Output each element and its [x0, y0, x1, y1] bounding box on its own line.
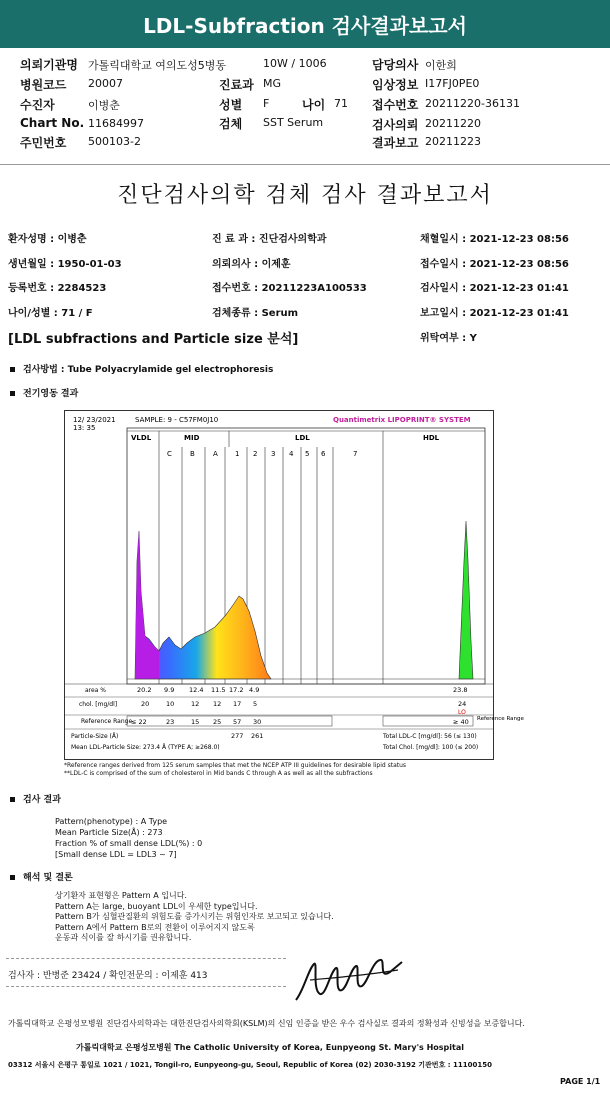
chart-no-label: Chart No.: [20, 116, 85, 130]
chol-b: 12: [191, 700, 200, 708]
band-c: C: [167, 450, 172, 458]
electro-text: 전기영동 결과: [23, 389, 79, 399]
hospital-code-label: 병원코드: [20, 78, 67, 92]
bullet-icon: [10, 875, 15, 880]
patient-value: 이병춘: [88, 99, 120, 112]
institution-value: 가톨릭대학교 여의도성5병동: [88, 59, 227, 72]
interpretation-list: [55, 891, 334, 944]
bullet-icon: [10, 391, 15, 396]
band-3: 3: [271, 450, 276, 458]
group-ldl: LDL: [295, 434, 310, 442]
section-title: [LDL subfractions and Particle size 분석]: [8, 332, 299, 347]
result-line: Mean Particle Size(Å) : 273: [55, 828, 163, 837]
patient-dept: 진 료 과 : 진단검사의학과: [212, 234, 327, 245]
specimen-type: 검체종류 : Serum: [212, 308, 299, 319]
sex-value: F: [263, 97, 270, 110]
doctor-label: 담당의사: [372, 58, 419, 72]
interpretation-line: 상기환자 표현형은 Pattern A 입니다.: [55, 891, 187, 900]
total-ldl-label: Total LDL-C [mg/dl]: 56 (≤ 130): [383, 733, 477, 740]
result-line: Pattern(phenotype) : A Type: [55, 817, 168, 826]
area-b: 12.4: [189, 686, 204, 694]
interpretation-line: 운동과 식이를 잘 하시기를 권유합니다.: [55, 933, 192, 942]
clinical-value: I17FJ0PE0: [425, 77, 480, 90]
ref-label-right: Reference Range: [477, 716, 524, 722]
area-2: 4.9: [249, 686, 260, 694]
area-a: 11.5: [211, 686, 226, 694]
age-sex: 나이/성별 : 71 / F: [8, 308, 93, 319]
interpretation-line: Pattern A에서 Pattern B로의 전환이 이루어지지 않도록: [55, 922, 255, 932]
chol-hdl: 24: [458, 700, 467, 708]
footer-cert: 가톨릭대학교 은평성모병원 진단검사의학과는 대한진단검사의학회(KSLM)의 신임 인증을 받은 우수 검사실로 결과의 정확성과 신빙성을 보증합니다.: [8, 1019, 525, 1028]
tested-time: 검사일시 : 2021-12-23 01:41: [420, 283, 569, 294]
area-1: 17.2: [229, 686, 244, 694]
ssn-value: 500103-2: [88, 135, 141, 148]
page-number: PAGE 1/1: [560, 1077, 601, 1086]
ref-row: [131, 718, 469, 726]
signature-text: 검사자 : 반병준 23424 / 확인전문의 : 이제훈 413: [8, 971, 208, 981]
row-chol-label: chol. [mg/dl]: [79, 701, 118, 708]
total-chol-label: Total Chol. [mg/dl]: 100 (≤ 200): [383, 744, 479, 751]
particle-size-label: Particle-Size (Å): [71, 733, 119, 740]
hdl-trace: [459, 521, 473, 679]
band-5: 5: [305, 450, 310, 458]
group-hdl: HDL: [423, 434, 440, 442]
chol-c: 10: [166, 700, 175, 708]
dept-label: 진료과: [219, 78, 254, 92]
chart-sample: SAMPLE: 9 - C57FM0J10: [135, 416, 219, 424]
area-vldl: 20.2: [137, 686, 152, 694]
band-6: 6: [321, 450, 326, 458]
specimen-value: SST Serum: [263, 116, 324, 129]
result-line: Fraction % of small dense LDL(%) : 0: [55, 839, 203, 848]
ref-box: [127, 716, 332, 726]
area-hdl: 23.8: [453, 686, 468, 694]
report-date-value: 20211223: [425, 135, 481, 148]
report-title: 진단검사의학 검체 검사 결과보고서: [117, 183, 493, 208]
report-header-title: LDL-Subfraction 검사결과보고서: [143, 14, 467, 38]
ref-2: 30: [253, 718, 262, 726]
chart-brand: Quantimetrix LIPOPRINT® SYSTEM: [333, 416, 471, 424]
bullet-icon: [10, 367, 15, 372]
band-2: 2: [253, 450, 258, 458]
area-c: 9.9: [164, 686, 175, 694]
band-7: 7: [353, 450, 358, 458]
chart-footnote-2: **LDL-C is comprised of the sum of cholesterol in Mid bands C through A as well as all the subfractions: [64, 770, 373, 777]
chol-vldl: 20: [141, 700, 150, 708]
results-list: [55, 816, 202, 860]
request-value: 20211220: [425, 117, 481, 130]
electrophoresis-svg: [65, 411, 524, 759]
clinical-label: 임상정보: [372, 78, 419, 92]
ref-c: 23: [166, 718, 175, 726]
vldl-trace: [135, 531, 159, 679]
group-vldl: VLDL: [131, 434, 152, 442]
particle-size-1: 277: [231, 732, 244, 740]
age-value: 71: [334, 97, 348, 110]
signature-image: [290, 950, 410, 1012]
band-4: 4: [289, 450, 294, 458]
row-area-label: area %: [85, 687, 106, 694]
ref-label: Reference Range: [81, 718, 133, 725]
patient-name: 환자성명 : 이병춘: [8, 234, 87, 245]
chart-date: 12/ 23/2021: [73, 416, 116, 424]
plot-area: [127, 428, 485, 684]
ref-hdl: ≥ 40: [453, 718, 469, 726]
mean-size-label: Mean LDL-Particle Size: 273.4 Å (TYPE A; ≥268.0): [71, 744, 220, 751]
interpretation-line: Pattern A는 large, buoyant LDL이 우세한 type입니다.: [55, 901, 258, 911]
chol-row: [141, 700, 466, 716]
chart-footnote-1: *Reference ranges derived from 125 serum samples that met the NCEP ATP III guidelines for desirable lipid status: [64, 762, 407, 769]
received-time: 접수일시 : 2021-12-23 08:56: [420, 259, 569, 270]
signature-top-line: [6, 958, 286, 959]
chol-a: 12: [213, 700, 222, 708]
footer-address: 03312 서울시 은평구 통일로 1021 / 1021, Tongil-ro, Eunpyeong-gu, Seoul, Republic of Korea (02) 2030-3192 기관번호 : 11100150: [8, 1061, 492, 1069]
band-b: B: [190, 450, 195, 458]
outsourced: 위탁여부 : Y: [420, 333, 477, 344]
electro-line: [10, 386, 78, 399]
ref-1: 57: [233, 718, 242, 726]
hospital-code-value: 20007: [88, 77, 123, 90]
receipt-no: 접수번호 : 20211223A100533: [212, 283, 367, 294]
ref-b: 15: [191, 718, 200, 726]
doctor-value: 이한희: [425, 59, 457, 72]
receipt-value: 20211220-36131: [425, 97, 520, 110]
results-label: 검사 결과: [23, 795, 61, 805]
method-text: 검사방법 : Tube Polyacrylamide gel electrophoresis: [23, 365, 274, 375]
requester: 의뢰의사 : 이제훈: [212, 259, 291, 270]
footer-hospital: 가톨릭대학교 은평성모병원 The Catholic University of Korea, Eunpyeong St. Mary's Hospital: [76, 1043, 464, 1052]
method-line: [10, 362, 273, 375]
institution-label: 의뢰기관명: [20, 58, 78, 72]
divider: [0, 164, 610, 165]
ssn-label: 주민번호: [20, 136, 67, 150]
ward-room-value: 10W / 1006: [263, 57, 327, 70]
area-row: [137, 686, 467, 694]
interpretation-line: Pattern B가 심혈관질환의 위험도를 증가시키는 위험인자로 보고되고 있습니다.: [55, 912, 334, 921]
age-label: 나이: [302, 98, 326, 112]
sex-label: 성별: [219, 98, 243, 112]
request-label: 검사의뢰: [372, 118, 419, 132]
birth-date: 생년월일 : 1950-01-03: [8, 259, 122, 270]
signature-bottom-line: [6, 986, 286, 987]
chart-no-value: 11684997: [88, 117, 144, 130]
particle-size-2: 261: [251, 732, 264, 740]
interpretation-heading: [10, 870, 73, 883]
ref-vldl: ≤ 22: [131, 718, 147, 726]
result-line: [Small dense LDL = LDL3 ~ 7]: [55, 850, 177, 859]
group-mid: MID: [184, 434, 200, 442]
ref-a: 25: [213, 718, 222, 726]
patient-label: 수진자: [20, 98, 55, 112]
dept-value: MG: [263, 77, 282, 90]
collected-time: 채혈일시 : 2021-12-23 08:56: [420, 234, 569, 245]
bullet-icon: [10, 797, 15, 802]
electrophoresis-chart: [64, 410, 524, 760]
band-a: A: [213, 450, 218, 458]
reg-no: 등록번호 : 2284523: [8, 283, 107, 294]
band-1: 1: [235, 450, 240, 458]
reported-time: 보고일시 : 2021-12-23 01:41: [420, 308, 569, 319]
receipt-label: 접수번호: [372, 98, 419, 112]
chart-time: 13: 35: [73, 424, 96, 432]
chol-2: 5: [253, 700, 258, 708]
specimen-label: 검체: [219, 117, 243, 131]
report-date-label: 결과보고: [372, 136, 419, 150]
chol-hdl-flag: LO: [458, 709, 466, 716]
chol-1: 17: [233, 700, 242, 708]
interpretation-label: 해석 및 결론: [23, 873, 73, 883]
results-heading: [10, 792, 61, 805]
